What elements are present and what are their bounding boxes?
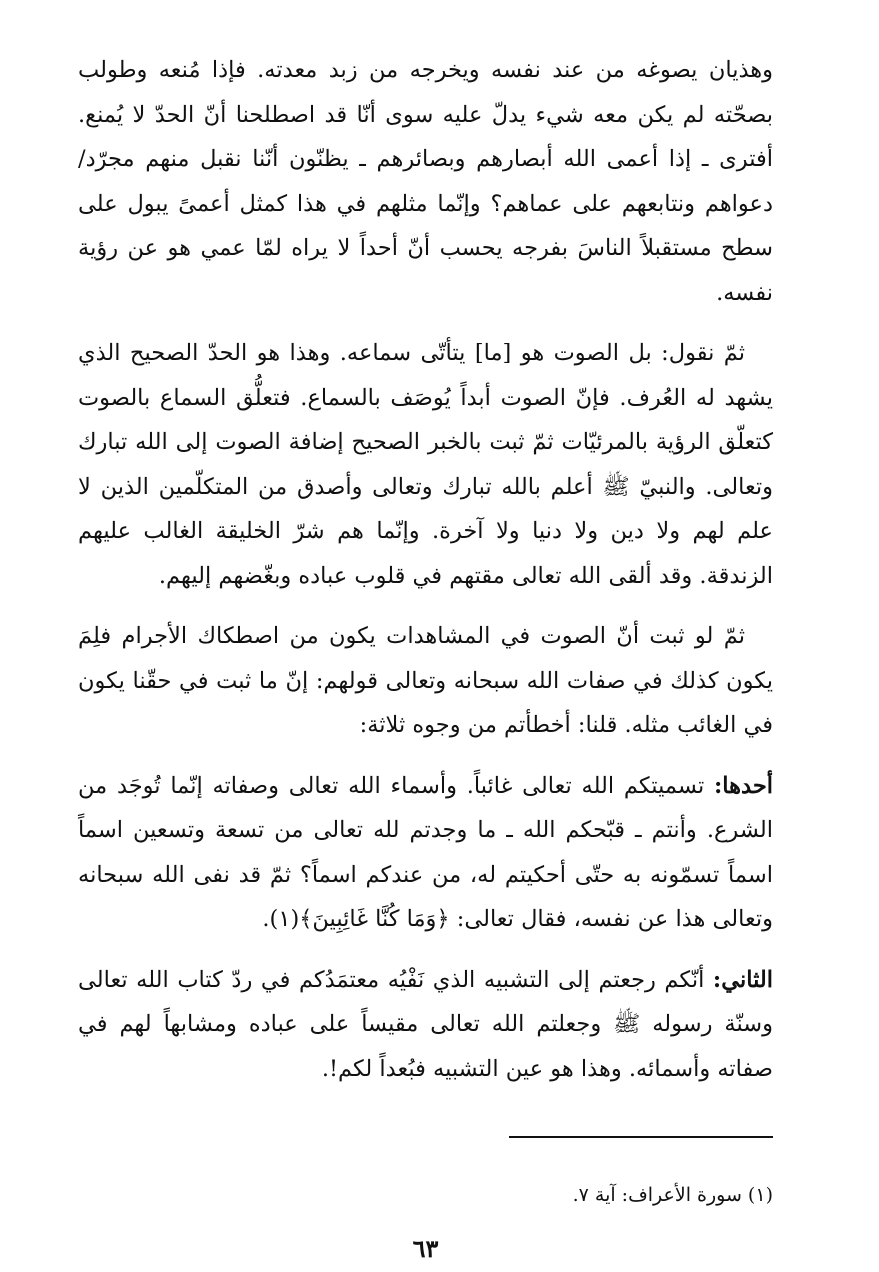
book-page	[78, 48, 773, 1272]
paragraph-4-lead: أحدها:	[714, 772, 773, 799]
paragraph-2	[78, 331, 773, 598]
paragraph-3	[78, 614, 773, 748]
paragraph-4	[78, 764, 773, 942]
page-number: ٦٣	[412, 1234, 439, 1263]
paragraph-3-text: ثمّ لو ثبت أنّ الصوت في المشاهدات يكون من اصطكاك الأجرام فلِمَ يكون كذلك في صفات الله سبحانه وتعالى قولهم: إنّ ما ثبت في حقّنا يكون في الغائب مثله. قلنا: أخطأتم من وجوه ثلاثة:	[78, 623, 773, 738]
footnote: (١) سورة الأعراف: آية ٧.	[572, 1184, 773, 1206]
paragraph-1-text: وهذيان يصوغه من عند نفسه ويخرجه من زبد معدته. فإذا مُنعه وطولب بصحّته لم يكن معه شيء يدلّ عليه سوى أنّا قد اصطلحنا أنّ الحدّ لا يُمنع. أفترى ـ إذا أعمى الله أبصارهم وبصائرهم ـ يظنّون أنّنا نقبل منهم مجرّد/ دعواهم ونتابعهم على عماهم؟ وإنّما مثلهم في هذا كمثل أعمىً يبول على سطح مستقبلاً الناسَ بفرجه يحسب أنّ أحداً لا يراه لمّا عمي هو عن رؤية نفسه.	[78, 57, 773, 306]
paragraph-2-text: ثمّ نقول: بل الصوت هو [ما] يتأتّى سماعه. وهذا هو الحدّ الصحيح الذي يشهد له العُرف. فإنّ الصوت أبداً يُوصَف بالسماع. فتعلُّق السماع بالصوت كتعلّق الرؤية بالمرئيّات ثمّ ثبت بالخبر الصحيح إضافة الصوت إلى الله تبارك وتعالى. والنبيّ ﷺ أعلم بالله تبارك وتعالى وأصدق من المتكلّمين الذين لا علم لهم ولا دين ولا دنيا ولا آخرة. وإنّما هم شرّ الخليقة الغالب عليهم الزندقة. وقد ألقى الله تعالى مقتهم في قلوب عباده وبغّضهم إليهم.	[78, 340, 773, 589]
footnote-divider	[509, 1136, 773, 1138]
paragraph-5-text: أنّكم رجعتم إلى التشبيه الذي نَفْيُه معتمَدُكم في ردّ كتاب الله تعالى وسنّة رسوله ﷺ وجعلتم الله تعالى مقيساً على عباده ومشابهاً لهم في صفاته وأسمائه. وهذا هو عين التشبيه فبُعداً لكم!.	[78, 966, 773, 1082]
paragraph-5	[78, 958, 773, 1092]
paragraph-5-lead: الثاني:	[712, 966, 773, 993]
paragraph-1	[78, 48, 773, 315]
paragraph-4-text: تسميتكم الله تعالى غائباً. وأسماء الله تعالى وصفاته إنّما تُوجَد من الشرع. وأنتم ـ قبّحكم الله ـ ما وجدتم لله تعالى من تسعة وتسعين اسماً اسماً تسمّونه به حتّى أحكيتم له، من عندكم اسماً؟ ثمّ قد نفى الله سبحانه وتعالى هذا عن نفسه، فقال تعالى: ﴿وَمَا كُنَّا غَائِبِينَ﴾(١).	[78, 772, 773, 932]
